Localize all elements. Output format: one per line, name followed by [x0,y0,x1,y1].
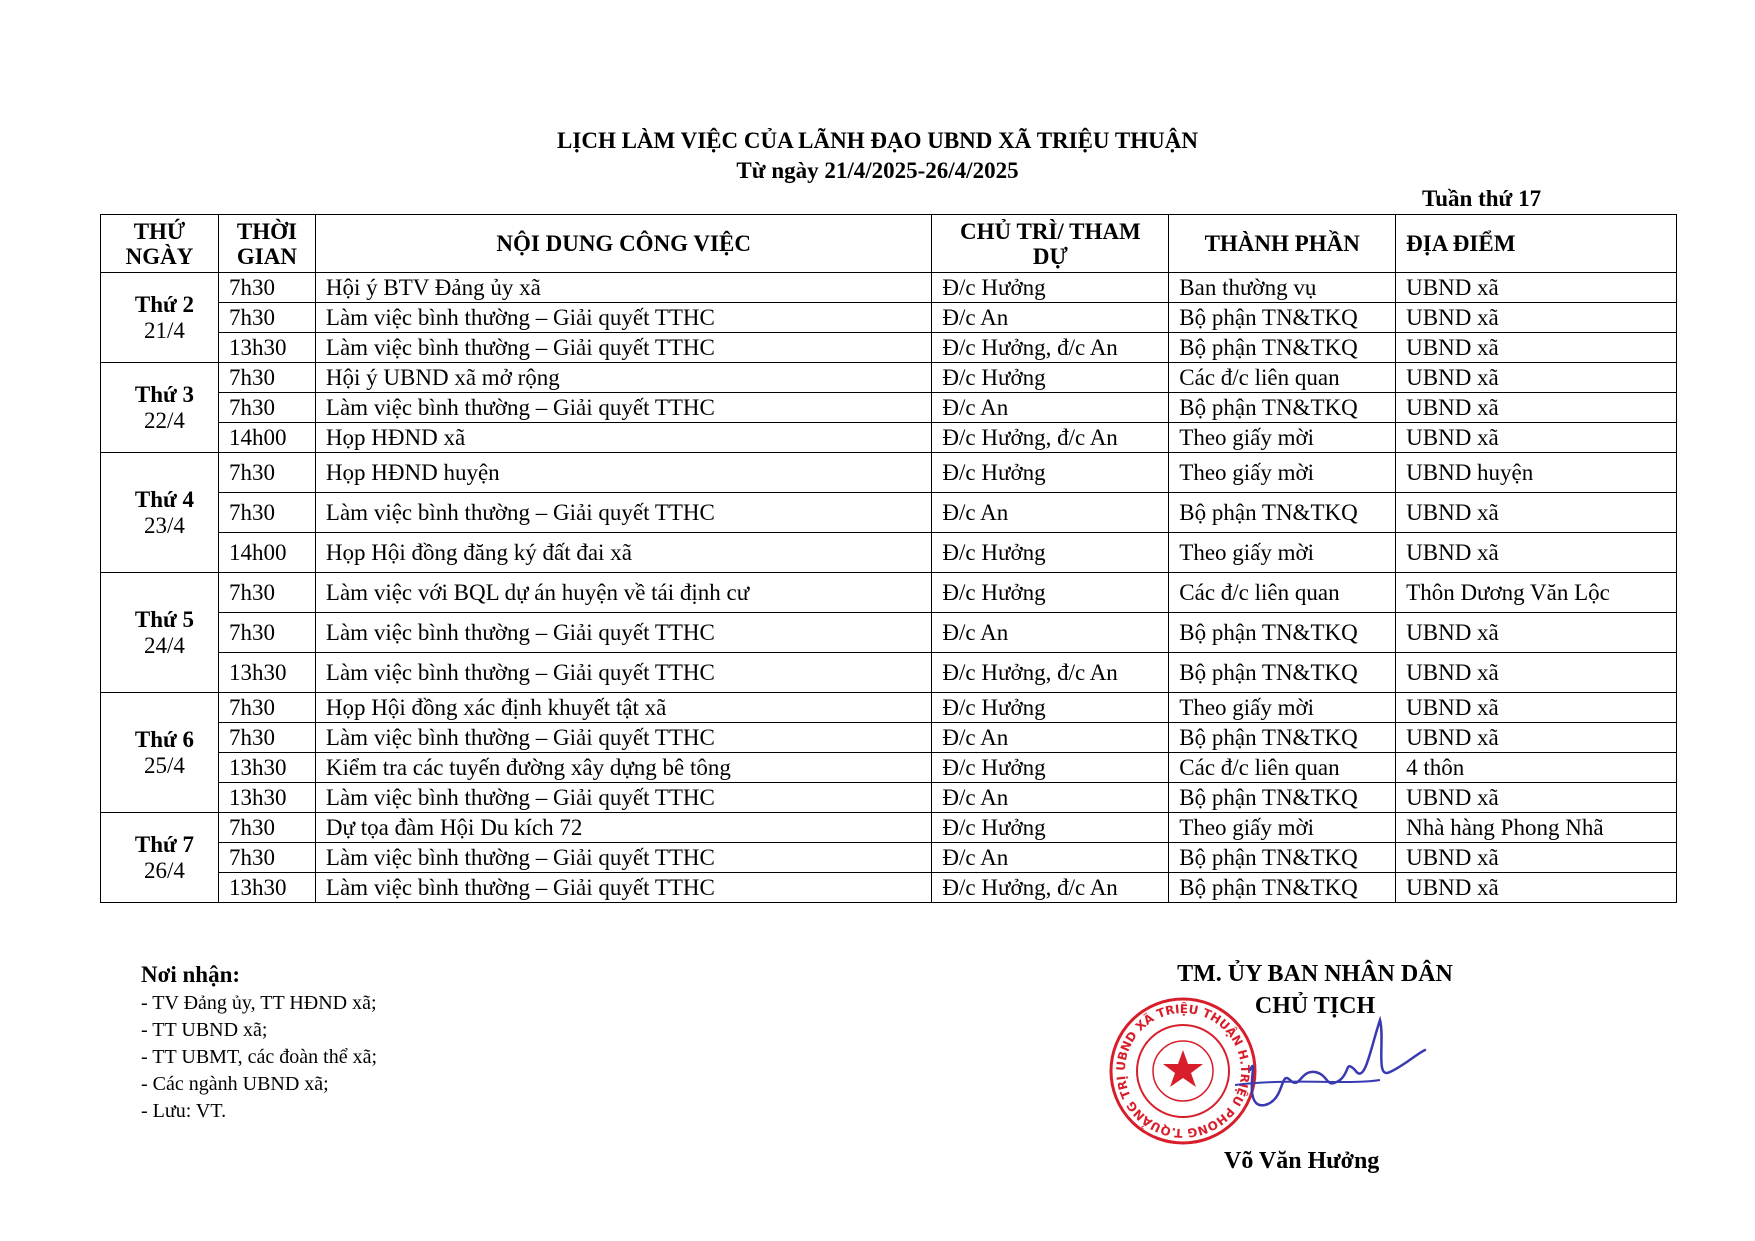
cell-place: UBND xã [1396,613,1677,653]
date-label: 24/4 [144,632,185,658]
cell-chair: Đ/c Hưởng [932,693,1169,723]
cell-members: Bộ phận TN&TKQ [1169,723,1396,753]
cell-time: 7h30 [218,573,315,613]
cell-time: 7h30 [218,393,315,423]
table-row [101,573,1677,613]
col-members: THÀNH PHẦN [1169,215,1396,273]
day-cell [101,813,219,903]
table-row [101,533,1677,573]
cell-members: Bộ phận TN&TKQ [1169,613,1396,653]
cell-content: Làm việc bình thường – Giải quyết TTHC [315,613,932,653]
cell-chair: Đ/c An [932,303,1169,333]
cell-place: UBND xã [1396,333,1677,363]
cell-content: Hội ý UBND xã mở rộng [315,363,932,393]
cell-chair: Đ/c Hưởng [932,363,1169,393]
date-label: 25/4 [144,752,185,778]
table-row [101,493,1677,533]
cell-place: UBND xã [1396,363,1677,393]
weekday-label: Thứ 3 [134,381,195,407]
cell-members: Theo giấy mời [1169,423,1396,453]
cell-content: Làm việc bình thường – Giải quyết TTHC [315,393,932,423]
cell-place: Nhà hàng Phong Nhã [1396,813,1677,843]
cell-place: UBND xã [1396,493,1677,533]
cell-chair: Đ/c An [932,613,1169,653]
cell-content: Làm việc bình thường – Giải quyết TTHC [315,843,932,873]
cell-chair: Đ/c An [932,493,1169,533]
cell-chair: Đ/c An [932,783,1169,813]
table-row [101,783,1677,813]
cell-content: Họp HĐND xã [315,423,932,453]
cell-content: Làm việc với BQL dự án huyện về tái định cư [315,573,932,613]
date-range: Từ ngày 21/4/2025-26/4/2025 [736,158,1019,183]
table-row [101,843,1677,873]
table-row [101,613,1677,653]
cell-members: Theo giấy mời [1169,533,1396,573]
document-title: LỊCH LÀM VIỆC CỦA LÃNH ĐẠO UBND XÃ TRIỆU THUẬN [557,128,1198,153]
day-cell [101,693,219,813]
recipients [141,960,377,1125]
col-chair: CHỦ TRÌ/ THAM DỰ [932,215,1169,273]
cell-members: Bộ phận TN&TKQ [1169,493,1396,533]
cell-chair: Đ/c An [932,723,1169,753]
cell-place: UBND huyện [1396,453,1677,493]
cell-members: Các đ/c liên quan [1169,363,1396,393]
weekday-label: Thứ 4 [134,486,195,512]
col-time: THỜI GIAN [218,215,315,273]
cell-content: Làm việc bình thường – Giải quyết TTHC [315,783,932,813]
day-cell [101,273,219,363]
date-label: 26/4 [144,857,185,883]
cell-time: 13h30 [218,873,315,903]
cell-time: 7h30 [218,813,315,843]
date-label: 23/4 [144,512,185,538]
cell-time: 7h30 [218,723,315,753]
cell-time: 7h30 [218,273,315,303]
cell-time: 7h30 [218,453,315,493]
signer-name: Võ Văn Hưởng [1224,1148,1380,1174]
table-row [101,813,1677,843]
cell-chair: Đ/c Hưởng [932,453,1169,493]
date-label: 21/4 [144,317,185,343]
cell-members: Bộ phận TN&TKQ [1169,333,1396,363]
col-day: THỨ NGÀY [101,215,219,273]
cell-members: Theo giấy mời [1169,453,1396,493]
signature-org: TM. ỦY BAN NHÂN DÂN [1177,961,1453,987]
cell-content: Họp Hội đồng xác định khuyết tật xã [315,693,932,723]
cell-place: UBND xã [1396,693,1677,723]
cell-chair: Đ/c Hưởng, đ/c An [932,423,1169,453]
cell-members: Các đ/c liên quan [1169,573,1396,613]
weekday-label: Thứ 2 [134,291,195,317]
table-row [101,423,1677,453]
weekday-label: Thứ 7 [134,831,195,857]
table-row [101,453,1677,493]
cell-time: 13h30 [218,653,315,693]
cell-content: Kiểm tra các tuyến đường xây dựng bê tông [315,753,932,783]
seal-text: UBND XÃ TRIỆU THUẬN H.TRIỆU PHONG T.QUẢNG TRỊ [1113,1001,1253,1141]
weekday-label: Thứ 6 [134,726,195,752]
week-number: Tuần thứ 17 [1422,186,1542,211]
day-cell [101,573,219,693]
cell-members: Các đ/c liên quan [1169,753,1396,783]
col-place: ĐỊA ĐIỂM [1396,215,1677,273]
cell-time: 13h30 [218,753,315,783]
cell-place: UBND xã [1396,273,1677,303]
cell-time: 7h30 [218,303,315,333]
cell-chair: Đ/c An [932,393,1169,423]
cell-chair: Đ/c Hưởng [932,273,1169,303]
recipient-item: - Các ngành UBND xã; [141,1073,329,1095]
recipient-item: - TT UBND xã; [141,1019,268,1041]
recipient-item: - TV Đảng ủy, TT HĐND xã; [141,992,377,1014]
table-row [101,723,1677,753]
cell-time: 14h00 [218,533,315,573]
cell-members: Theo giấy mời [1169,693,1396,723]
cell-chair: Đ/c Hưởng [932,533,1169,573]
cell-members: Bộ phận TN&TKQ [1169,873,1396,903]
signature-icon [1230,1010,1430,1130]
recipient-item: - Lưu: VT. [141,1100,227,1122]
cell-chair: Đ/c An [932,843,1169,873]
table-row [101,333,1677,363]
cell-content: Làm việc bình thường – Giải quyết TTHC [315,303,932,333]
cell-place: 4 thôn [1396,753,1677,783]
cell-chair: Đ/c Hưởng, đ/c An [932,653,1169,693]
table-row [101,363,1677,393]
cell-content: Họp HĐND huyện [315,453,932,493]
cell-chair: Đ/c Hưởng [932,573,1169,613]
cell-time: 7h30 [218,693,315,723]
cell-place: Thôn Dương Văn Lộc [1396,573,1677,613]
cell-place: UBND xã [1396,303,1677,333]
cell-members: Bộ phận TN&TKQ [1169,653,1396,693]
cell-content: Làm việc bình thường – Giải quyết TTHC [315,723,932,753]
table-row [101,273,1677,303]
cell-chair: Đ/c Hưởng [932,813,1169,843]
table-row [101,873,1677,903]
cell-place: UBND xã [1396,653,1677,693]
cell-chair: Đ/c Hưởng, đ/c An [932,873,1169,903]
table-row [101,693,1677,723]
day-cell [101,363,219,453]
cell-members: Bộ phận TN&TKQ [1169,843,1396,873]
cell-time: 7h30 [218,363,315,393]
cell-place: UBND xã [1396,423,1677,453]
header-row [101,215,1677,273]
cell-content: Làm việc bình thường – Giải quyết TTHC [315,333,932,363]
day-cell [101,453,219,573]
weekday-label: Thứ 5 [134,606,195,632]
cell-content: Họp Hội đồng đăng ký đất đai xã [315,533,932,573]
cell-members: Theo giấy mời [1169,813,1396,843]
signature-role: CHỦ TỊCH [1254,993,1376,1019]
cell-content: Dự tọa đàm Hội Du kích 72 [315,813,932,843]
cell-place: UBND xã [1396,393,1677,423]
cell-time: 14h00 [218,423,315,453]
cell-time: 7h30 [218,493,315,533]
cell-time: 7h30 [218,843,315,873]
cell-content: Làm việc bình thường – Giải quyết TTHC [315,873,932,903]
recipients-title: Nơi nhận: [141,962,241,987]
schedule-table [100,214,1677,903]
cell-time: 13h30 [218,333,315,363]
table-row [101,653,1677,693]
recipient-item: - TT UBMT, các đoàn thể xã; [141,1046,378,1068]
cell-place: UBND xã [1396,873,1677,903]
cell-members: Bộ phận TN&TKQ [1169,783,1396,813]
cell-content: Làm việc bình thường – Giải quyết TTHC [315,653,932,693]
cell-time: 7h30 [218,613,315,653]
cell-place: UBND xã [1396,783,1677,813]
cell-content: Làm việc bình thường – Giải quyết TTHC [315,493,932,533]
cell-chair: Đ/c Hưởng, đ/c An [932,333,1169,363]
table-row [101,753,1677,783]
cell-content: Hội ý BTV Đảng ủy xã [315,273,932,303]
col-content: NỘI DUNG CÔNG VIỆC [315,215,932,273]
cell-chair: Đ/c Hưởng [932,753,1169,783]
cell-members: Bộ phận TN&TKQ [1169,303,1396,333]
cell-place: UBND xã [1396,723,1677,753]
cell-place: UBND xã [1396,843,1677,873]
table-row [101,393,1677,423]
cell-place: UBND xã [1396,533,1677,573]
cell-members: Bộ phận TN&TKQ [1169,393,1396,423]
cell-members: Ban thường vụ [1169,273,1396,303]
date-label: 22/4 [144,407,185,433]
cell-time: 13h30 [218,783,315,813]
table-row [101,303,1677,333]
